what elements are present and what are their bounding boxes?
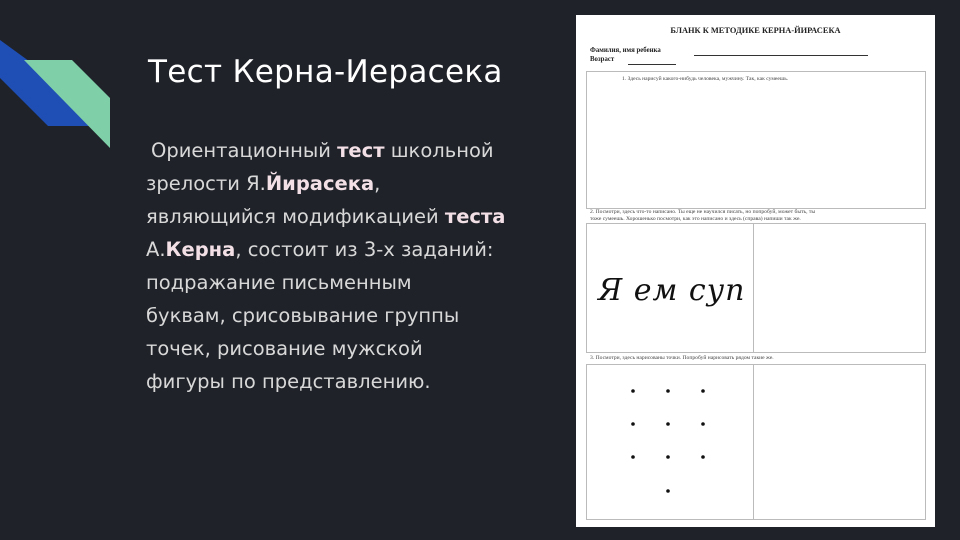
slide-body (146, 134, 566, 398)
pattern-dot (666, 422, 670, 426)
task-1-text: 1. Здесь нарисуй какого-нибудь человека, мужчину. Так, как сумеешь. (622, 76, 789, 82)
body-line-7: точек, рисование мужской (146, 337, 423, 360)
pattern-dot (666, 455, 670, 459)
slide-title: Тест Керна-Иерасека (148, 54, 503, 90)
age-label: Возраст (590, 56, 615, 63)
child-name-label: Фамилия, имя ребенка (590, 47, 661, 54)
pattern-dot (701, 455, 705, 459)
emphasis-term: Керна (165, 238, 236, 261)
body-text-span: , состоит из 3-х заданий: (235, 238, 494, 261)
body-text-span: зрелости Я. (146, 172, 266, 195)
body-text-span: , (374, 172, 381, 195)
handwriting-sample: Я ем суп (598, 273, 746, 308)
pattern-dot (701, 422, 705, 426)
body-text-span: Ориентационный (151, 139, 338, 162)
form-title: БЛАНК К МЕТОДИКЕ КЕРНА-ЙИРАСЕКА (670, 26, 841, 35)
body-text-span: являющийся модификацией (146, 205, 445, 228)
body-line-5: подражание письменным (146, 271, 412, 294)
task-2-text-line-2: тоже сумеешь. Хорошенько посмотри, как это написано и здесь (справа) напиши так же. (590, 216, 801, 222)
dot-pattern (576, 15, 935, 527)
pattern-dot (666, 489, 670, 493)
pattern-dot (631, 389, 635, 393)
body-line-6: буквам, срисовывание группы (146, 304, 460, 327)
pattern-dot (631, 455, 635, 459)
body-text-span: А. (146, 238, 166, 261)
task-3-text: 3. Посмотри, здесь нарисованы точки. Попробуй нарисовать рядом такие же. (590, 355, 774, 361)
pattern-dot (701, 389, 705, 393)
emphasis-term: Йирасека (265, 172, 375, 195)
emphasis-term: тест (337, 139, 385, 162)
body-line-4 (146, 233, 566, 266)
body-text-span: школьной (384, 139, 494, 162)
emphasis-term: теста (444, 205, 506, 228)
pattern-dot (631, 422, 635, 426)
body-line-1 (146, 134, 566, 167)
task-2-text-line-1: 2. Посмотри, здесь что-то написано. Ты еще не научился писать, но попробуй, может быть, ты (590, 209, 816, 215)
corner-decoration (0, 0, 120, 160)
body-line-8: фигуры по представлению. (146, 370, 431, 393)
body-line-3 (146, 200, 566, 233)
pattern-dot (666, 389, 670, 393)
test-form-image (576, 15, 935, 527)
body-line-2 (146, 167, 566, 200)
